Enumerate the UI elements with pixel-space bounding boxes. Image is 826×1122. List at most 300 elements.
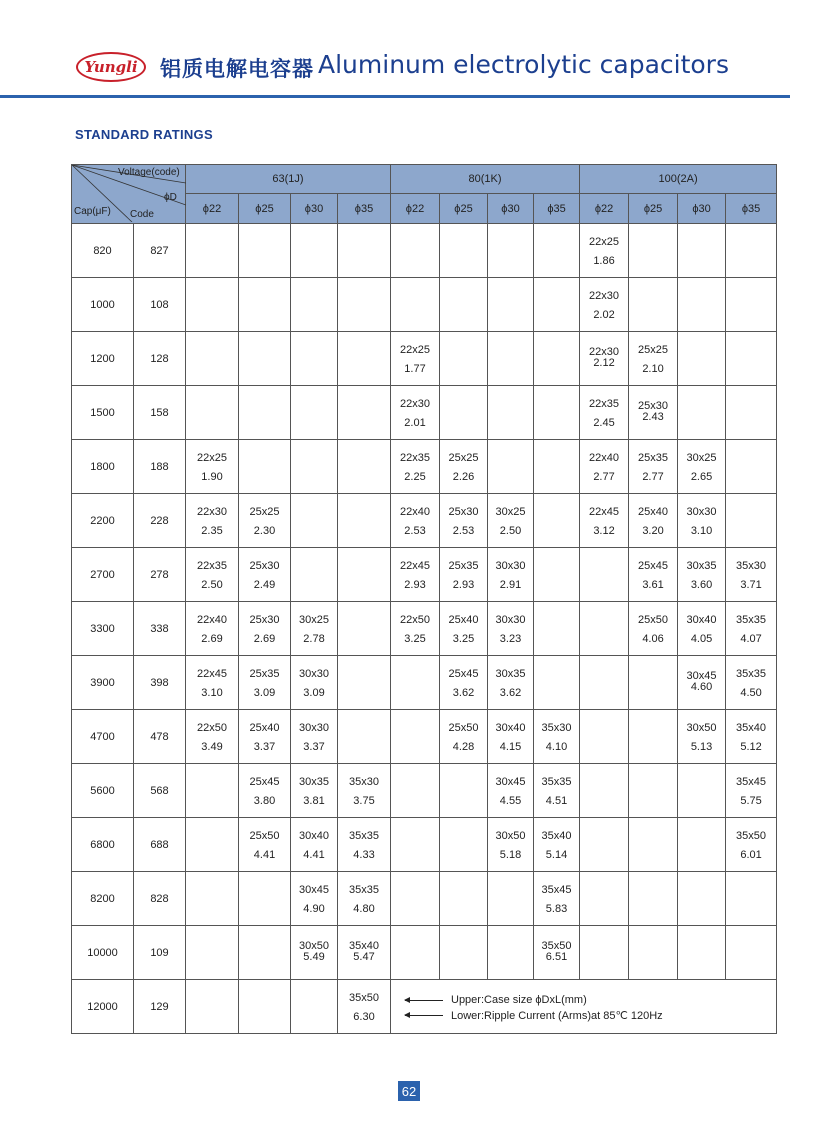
- rating-cell: [629, 224, 678, 278]
- page-header: [0, 0, 826, 100]
- rating-cell: [488, 278, 534, 332]
- table-row: [72, 440, 777, 494]
- case-size: 22x30: [589, 346, 620, 358]
- diameter-header: ϕ22: [580, 194, 629, 224]
- case-size: 22x40: [197, 614, 227, 626]
- ripple-current: 3.80: [253, 795, 276, 807]
- diameter-header: ϕ35: [534, 194, 580, 224]
- ripple-current: 4.41: [303, 849, 325, 861]
- rating-cell: [580, 656, 629, 710]
- rating-cell: [338, 980, 391, 1034]
- rating-cell: [678, 440, 726, 494]
- ripple-current: 2.26: [452, 471, 475, 483]
- rating-cell: [534, 548, 580, 602]
- rating-cell: [678, 602, 726, 656]
- rating-cell: [239, 764, 291, 818]
- rating-cell: [580, 764, 629, 818]
- case-size: 30x30: [686, 506, 717, 518]
- ripple-current: 2.49: [253, 579, 276, 591]
- rating-cell: [629, 602, 678, 656]
- ripple-current: 3.37: [303, 741, 325, 753]
- case-size: 22x25: [589, 236, 620, 248]
- rating-cell: [186, 224, 239, 278]
- rating-cell: [291, 818, 338, 872]
- ripple-current: 4.05: [690, 633, 713, 645]
- ratings-table: [71, 164, 777, 1034]
- case-size: 25x35: [638, 452, 669, 464]
- rating-cell: [678, 710, 726, 764]
- ripple-current: 2.53: [404, 525, 426, 537]
- table-row: [72, 548, 777, 602]
- rating-cell: [391, 278, 440, 332]
- arrow-left-icon: [405, 1015, 443, 1016]
- section-title: STANDARD RATINGS: [75, 127, 213, 142]
- case-size: 22x25: [197, 452, 227, 464]
- rating-cell: [726, 710, 777, 764]
- ripple-current: 3.09: [253, 687, 276, 699]
- capacitance-code: 109: [134, 926, 186, 980]
- rating-cell: [186, 656, 239, 710]
- capacitance-code: 338: [134, 602, 186, 656]
- rating-cell: [338, 710, 391, 764]
- ripple-current: 1.90: [201, 471, 223, 483]
- rating-cell: [391, 764, 440, 818]
- ripple-current: 2.93: [452, 579, 475, 591]
- rating-cell: [391, 548, 440, 602]
- rating-cell: [186, 386, 239, 440]
- rating-cell: [726, 764, 777, 818]
- rating-cell: [726, 386, 777, 440]
- ripple-current: 3.71: [740, 579, 762, 591]
- case-size: 25x45: [638, 560, 669, 572]
- rating-cell: [291, 764, 338, 818]
- ripple-current: 2.43: [642, 411, 664, 423]
- capacitance-code: 398: [134, 656, 186, 710]
- ripple-current: 5.75: [740, 795, 762, 807]
- case-size: 35x30: [541, 722, 572, 734]
- capacitance-code: 129: [134, 980, 186, 1034]
- rating-cell: [186, 548, 239, 602]
- capacitance-value: 2200: [72, 494, 134, 548]
- rating-cell: [338, 764, 391, 818]
- rating-cell: [629, 386, 678, 440]
- rating-cell: [291, 440, 338, 494]
- rating-cell: [186, 818, 239, 872]
- case-size: 25x35: [448, 560, 479, 572]
- capacitance-code: 228: [134, 494, 186, 548]
- rating-cell: [488, 764, 534, 818]
- case-size: 22x45: [197, 668, 227, 680]
- diameter-header: ϕ30: [488, 194, 534, 224]
- rating-cell: [291, 872, 338, 926]
- rating-cell: [726, 224, 777, 278]
- rating-cell: [678, 494, 726, 548]
- ripple-current: 2.02: [593, 309, 615, 321]
- ripple-current: 3.62: [499, 687, 522, 699]
- capacitance-value: 1000: [72, 278, 134, 332]
- ripple-current: 2.01: [404, 417, 426, 429]
- ripple-current: 3.37: [253, 741, 276, 753]
- case-size: 30x30: [495, 614, 526, 626]
- case-size: 25x25: [448, 452, 479, 464]
- ripple-current: 4.10: [545, 741, 568, 753]
- rating-cell: [391, 440, 440, 494]
- case-size: 35x45: [736, 776, 767, 788]
- rating-cell: [391, 494, 440, 548]
- rating-cell: [186, 332, 239, 386]
- rating-cell: [726, 602, 777, 656]
- case-size: 22x30: [400, 398, 430, 410]
- ripple-current: 3.49: [201, 741, 223, 753]
- rating-cell: [440, 548, 488, 602]
- capacitance-value: 1800: [72, 440, 134, 494]
- table-row: [72, 278, 777, 332]
- rating-cell: [580, 332, 629, 386]
- rating-cell: [678, 224, 726, 278]
- ripple-current: 4.41: [253, 849, 276, 861]
- rating-cell: [580, 386, 629, 440]
- corner-code-label: Code: [130, 209, 154, 220]
- rating-cell: [629, 764, 678, 818]
- rating-cell: [338, 656, 391, 710]
- case-size: 25x35: [249, 668, 280, 680]
- rating-cell: [629, 440, 678, 494]
- ripple-current: 3.25: [452, 633, 475, 645]
- rating-cell: [534, 224, 580, 278]
- case-size: 22x30: [197, 506, 227, 518]
- case-size: 30x30: [299, 722, 329, 734]
- rating-cell: [488, 440, 534, 494]
- case-size: 35x50: [736, 830, 767, 842]
- voltage-header: 100(2A): [580, 165, 777, 194]
- rating-cell: [239, 710, 291, 764]
- ripple-current: 5.12: [740, 741, 762, 753]
- table-row: [72, 710, 777, 764]
- rating-cell: [678, 386, 726, 440]
- rating-cell: [629, 548, 678, 602]
- case-size: 35x35: [349, 830, 379, 842]
- rating-cell: [239, 872, 291, 926]
- case-size: 30x50: [299, 940, 329, 952]
- ripple-current: 5.47: [353, 951, 375, 963]
- ripple-current: 6.51: [545, 951, 568, 963]
- rating-cell: [726, 278, 777, 332]
- case-size: 30x25: [686, 452, 717, 464]
- ripple-current: 2.93: [404, 579, 426, 591]
- ripple-current: 2.50: [499, 525, 522, 537]
- capacitance-value: 820: [72, 224, 134, 278]
- rating-cell: [291, 548, 338, 602]
- rating-cell: [678, 332, 726, 386]
- rating-cell: [440, 872, 488, 926]
- case-size: 25x50: [249, 830, 280, 842]
- ripple-current: 3.25: [404, 633, 426, 645]
- case-size: 35x50: [349, 992, 379, 1004]
- rating-cell: [186, 764, 239, 818]
- case-size: 25x40: [638, 506, 669, 518]
- rating-cell: [338, 278, 391, 332]
- corner-voltage-label: Voltage(code): [118, 167, 180, 178]
- case-size: 35x40: [736, 722, 767, 734]
- rating-cell: [580, 872, 629, 926]
- case-size: 35x30: [736, 560, 767, 572]
- ripple-current: 2.91: [499, 579, 522, 591]
- ripple-current: 3.09: [303, 687, 325, 699]
- rating-cell: [440, 494, 488, 548]
- rating-cell: [440, 602, 488, 656]
- rating-cell: [440, 710, 488, 764]
- table-row: [72, 872, 777, 926]
- ripple-current: 4.07: [740, 633, 762, 645]
- rating-cell: [291, 278, 338, 332]
- voltage-header: 80(1K): [391, 165, 580, 194]
- rating-cell: [391, 656, 440, 710]
- ripple-current: 5.13: [690, 741, 713, 753]
- case-size: 30x45: [299, 884, 329, 896]
- header-divider: [0, 95, 790, 98]
- rating-cell: [629, 872, 678, 926]
- rating-cell: [391, 926, 440, 980]
- rating-cell: [678, 818, 726, 872]
- ripple-current: 3.62: [452, 687, 475, 699]
- rating-cell: [488, 872, 534, 926]
- capacitance-code: 108: [134, 278, 186, 332]
- rating-cell: [391, 386, 440, 440]
- rating-cell: [534, 386, 580, 440]
- rating-cell: [338, 872, 391, 926]
- table-row: [72, 818, 777, 872]
- capacitance-code: 827: [134, 224, 186, 278]
- rating-cell: [291, 926, 338, 980]
- ripple-current: 2.35: [201, 525, 223, 537]
- rating-cell: [391, 602, 440, 656]
- capacitance-code: 158: [134, 386, 186, 440]
- arrow-left-icon: [405, 1000, 443, 1001]
- rating-cell: [338, 386, 391, 440]
- capacitance-value: 8200: [72, 872, 134, 926]
- case-size: 30x25: [299, 614, 329, 626]
- legend-lower: Lower:Ripple Current (Arms)at 85℃ 120Hz: [451, 1010, 663, 1022]
- rating-cell: [629, 278, 678, 332]
- table-row: [72, 224, 777, 278]
- capacitance-code: 128: [134, 332, 186, 386]
- rating-cell: [534, 764, 580, 818]
- case-size: 30x35: [495, 668, 526, 680]
- rating-cell: [534, 872, 580, 926]
- corner-diameter-label: ϕD: [164, 192, 177, 203]
- diameter-header: ϕ22: [391, 194, 440, 224]
- rating-cell: [239, 926, 291, 980]
- capacitance-value: 2700: [72, 548, 134, 602]
- rating-cell: [440, 656, 488, 710]
- rating-cell: [440, 332, 488, 386]
- rating-cell: [239, 332, 291, 386]
- capacitance-value: 10000: [72, 926, 134, 980]
- legend-upper: Upper:Case size ϕDxL(mm): [451, 994, 587, 1006]
- rating-cell: [186, 602, 239, 656]
- rating-cell: [678, 764, 726, 818]
- capacitance-value: 3900: [72, 656, 134, 710]
- rating-cell: [678, 872, 726, 926]
- ripple-current: 2.78: [303, 633, 325, 645]
- rating-cell: [726, 656, 777, 710]
- diameter-header: ϕ35: [726, 194, 777, 224]
- ripple-current: 2.10: [642, 363, 664, 375]
- ripple-current: 5.18: [499, 849, 522, 861]
- rating-cell: [291, 386, 338, 440]
- rating-cell: [726, 494, 777, 548]
- rating-cell: [534, 332, 580, 386]
- rating-cell: [678, 926, 726, 980]
- case-size: 22x35: [589, 398, 620, 410]
- case-size: 30x30: [299, 668, 329, 680]
- capacitance-value: 3300: [72, 602, 134, 656]
- capacitance-value: 1200: [72, 332, 134, 386]
- case-size: 30x35: [686, 560, 717, 572]
- rating-cell: [580, 278, 629, 332]
- table-row: [72, 764, 777, 818]
- diameter-header: ϕ30: [291, 194, 338, 224]
- capacitance-code: 688: [134, 818, 186, 872]
- rating-cell: [338, 440, 391, 494]
- rating-cell: [488, 602, 534, 656]
- case-size: 22x35: [400, 452, 430, 464]
- case-size: 22x50: [400, 614, 430, 626]
- case-size: 22x35: [197, 560, 227, 572]
- rating-cell: [291, 332, 338, 386]
- rating-cell: [291, 656, 338, 710]
- capacitance-code: 278: [134, 548, 186, 602]
- company-logo: [76, 52, 146, 82]
- rating-cell: [726, 872, 777, 926]
- case-size: 30x30: [495, 560, 526, 572]
- table-row: [72, 494, 777, 548]
- table-corner-header: [72, 165, 186, 224]
- ripple-current: 2.12: [593, 357, 615, 369]
- ripple-current: 5.14: [545, 849, 568, 861]
- diameter-header: ϕ25: [239, 194, 291, 224]
- rating-cell: [534, 440, 580, 494]
- rating-cell: [291, 602, 338, 656]
- diameter-header: ϕ22: [186, 194, 239, 224]
- ripple-current: 3.60: [690, 579, 713, 591]
- rating-cell: [629, 926, 678, 980]
- rating-cell: [629, 656, 678, 710]
- ripple-current: 4.33: [353, 849, 375, 861]
- ripple-current: 2.30: [253, 525, 276, 537]
- rating-cell: [239, 224, 291, 278]
- ripple-current: 2.53: [452, 525, 475, 537]
- capacitance-code: 478: [134, 710, 186, 764]
- case-size: 35x40: [541, 830, 572, 842]
- rating-cell: [186, 278, 239, 332]
- ripple-current: 2.50: [201, 579, 223, 591]
- ripple-current: 6.01: [740, 849, 762, 861]
- rating-cell: [338, 494, 391, 548]
- ripple-current: 4.60: [690, 681, 713, 693]
- rating-cell: [239, 494, 291, 548]
- case-size: 22x45: [400, 560, 430, 572]
- rating-cell: [440, 764, 488, 818]
- rating-cell: [678, 548, 726, 602]
- rating-cell: [391, 332, 440, 386]
- capacitance-value: 4700: [72, 710, 134, 764]
- ripple-current: 1.77: [404, 363, 426, 375]
- rating-cell: [239, 278, 291, 332]
- rating-cell: [239, 656, 291, 710]
- ripple-current: 2.77: [593, 471, 615, 483]
- rating-cell: [440, 926, 488, 980]
- rating-cell: [338, 548, 391, 602]
- rating-cell: [239, 818, 291, 872]
- ripple-current: 2.69: [201, 633, 223, 645]
- rating-cell: [186, 926, 239, 980]
- rating-cell: [488, 224, 534, 278]
- case-size: 35x50: [541, 940, 572, 952]
- table-row: [72, 332, 777, 386]
- capacitance-value: 6800: [72, 818, 134, 872]
- rating-cell: [726, 926, 777, 980]
- rating-cell: [488, 386, 534, 440]
- rating-cell: [726, 332, 777, 386]
- table-row: [72, 386, 777, 440]
- ripple-current: 3.12: [593, 525, 615, 537]
- rating-cell: [678, 656, 726, 710]
- rating-cell: [580, 926, 629, 980]
- rating-cell: [291, 980, 338, 1034]
- table-row: [72, 926, 777, 980]
- rating-cell: [629, 332, 678, 386]
- case-size: 25x40: [249, 722, 280, 734]
- logo-text: Yungli: [84, 58, 138, 76]
- rating-cell: [239, 980, 291, 1034]
- rating-cell: [291, 224, 338, 278]
- ripple-current: 4.55: [499, 795, 522, 807]
- case-size: 35x35: [541, 776, 572, 788]
- diameter-header: ϕ25: [629, 194, 678, 224]
- case-size: 30x45: [495, 776, 526, 788]
- case-size: 25x30: [448, 506, 479, 518]
- capacitance-value: 5600: [72, 764, 134, 818]
- diameter-header: ϕ30: [678, 194, 726, 224]
- rating-cell: [726, 440, 777, 494]
- case-size: 35x35: [736, 614, 767, 626]
- rating-cell: [291, 710, 338, 764]
- ripple-current: 4.15: [499, 741, 522, 753]
- rating-cell: [534, 818, 580, 872]
- table-row: [72, 602, 777, 656]
- ripple-current: 3.75: [353, 795, 375, 807]
- case-size: 35x30: [349, 776, 379, 788]
- ripple-current: 3.10: [201, 687, 223, 699]
- case-size: 35x45: [541, 884, 572, 896]
- rating-cell: [338, 818, 391, 872]
- rating-cell: [534, 602, 580, 656]
- rating-cell: [239, 548, 291, 602]
- ripple-current: 2.45: [593, 417, 615, 429]
- case-size: 22x40: [589, 452, 620, 464]
- rating-cell: [534, 278, 580, 332]
- case-size: 30x50: [495, 830, 526, 842]
- case-size: 30x25: [495, 506, 526, 518]
- rating-cell: [186, 872, 239, 926]
- rating-cell: [440, 818, 488, 872]
- ripple-current: 3.61: [642, 579, 664, 591]
- rating-cell: [338, 332, 391, 386]
- table-row: [72, 980, 777, 1034]
- case-size: 35x35: [736, 668, 767, 680]
- capacitance-value: 12000: [72, 980, 134, 1034]
